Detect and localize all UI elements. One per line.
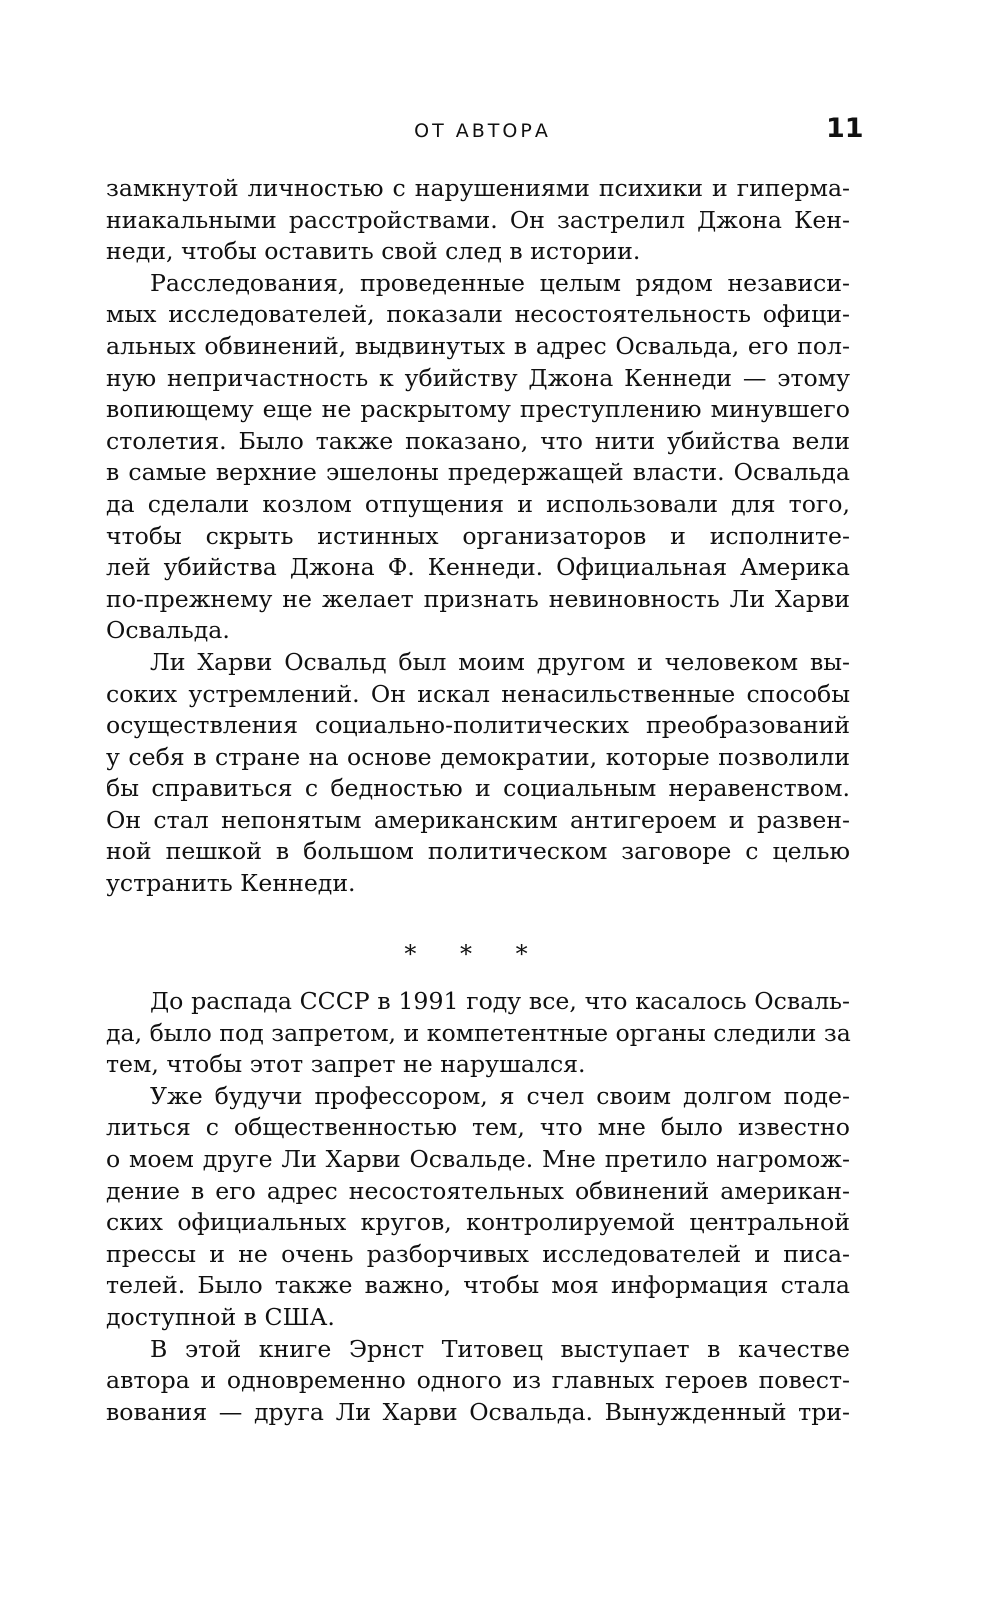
section-divider: * * * [404, 940, 546, 968]
text-line: До распада СССР в 1991 году все, что касалось Осваль- [150, 987, 850, 1015]
text-line: лей убийства Джона Ф. Кеннеди. Официальная Америка [106, 553, 850, 582]
text-line: дение в его адрес несостоятельных обвинений американ- [106, 1176, 850, 1205]
text-line: Уже будучи профессором, я счел своим долгом поде- [150, 1081, 850, 1110]
text-line: тем, чтобы этот запрет не нарушался. [106, 1050, 586, 1079]
text-line: ной пешкой в большом политическом заговоре с целью [106, 837, 850, 866]
text-line: в самые верхние эшелоны предержащей власти. Освальда [106, 458, 850, 487]
text-line: вования — друга Ли Харви Освальда. Вынужденный три- [106, 1397, 850, 1426]
text-line: о моем друге Ли Харви Освальде. Мне претило нагромож- [106, 1144, 850, 1173]
text-line: Он стал непонятым американским антигероем и развен- [106, 805, 850, 834]
body-text-after-divider [106, 986, 850, 1428]
text-line: телей. Было также важно, чтобы моя информация стала [106, 1271, 850, 1300]
text-line: В этой книге Эрнст Титовец выступает в качестве [150, 1334, 850, 1363]
text-line: осуществления социально-политических преобразований [106, 711, 850, 740]
text-line: чтобы скрыть истинных организаторов и исполните- [106, 521, 850, 550]
paragraph [106, 1081, 850, 1334]
text-line: да, было под запретом, и компетентные органы следили за [106, 1018, 851, 1047]
text-line: доступной в США. [106, 1302, 335, 1331]
paragraph [106, 1334, 850, 1429]
running-head [0, 113, 1000, 153]
text-line: ских официальных кругов, контролируемой центральной [106, 1208, 850, 1237]
text-line: у себя в стране на основе демократии, которые позволили [106, 742, 850, 771]
text-line: альных обвинений, выдвинутых в адрес Освальда, его пол- [106, 331, 850, 360]
text-line: литься с общественностью тем, что мне было известно [106, 1113, 850, 1142]
text-line: Ли Харви Освальд был моим другом и человеком вы- [150, 647, 850, 676]
text-line: замкнутой личностью с нарушениями психики и гиперма- [106, 174, 850, 202]
text-line: по-прежнему не желает признать невиновность Ли Харви [106, 584, 850, 613]
text-line: мых исследователей, показали несостоятельность офици- [106, 300, 850, 329]
running-title: ОТ АВТОРА [414, 120, 551, 142]
text-line: устранить Кеннеди. [106, 869, 356, 898]
paragraph [106, 647, 850, 900]
text-line: ниакальными расстройствами. Он застрелил Джона Кен- [106, 205, 850, 234]
page-number: 11 [826, 113, 864, 144]
paragraph [106, 173, 850, 268]
text-line: столетия. Было также показано, что нити убийства вели [106, 426, 850, 455]
text-line: бы справиться с бедностью и социальным неравенством. [106, 774, 850, 803]
text-line: автора и одновременно одного из главных героев повест- [106, 1366, 850, 1395]
text-line: Расследования, проведенные целым рядом независи- [150, 268, 850, 297]
paragraph [106, 268, 850, 647]
text-line: прессы и не очень разборчивых исследователей и писа- [106, 1239, 850, 1268]
text-line: Освальда. [106, 616, 230, 645]
text-line: да сделали козлом отпущения и использовали для того, [106, 489, 850, 518]
text-line: соких устремлений. Он искал ненасильственные способы [106, 679, 850, 708]
text-line: ную непричастность к убийству Джона Кеннеди — этому [106, 363, 850, 392]
text-line: неди, чтобы оставить свой след в истории. [106, 237, 641, 266]
paragraph [106, 986, 850, 1081]
body-text-before-divider [106, 173, 850, 900]
text-line: вопиющему еще не раскрытому преступлению минувшего [106, 395, 850, 424]
